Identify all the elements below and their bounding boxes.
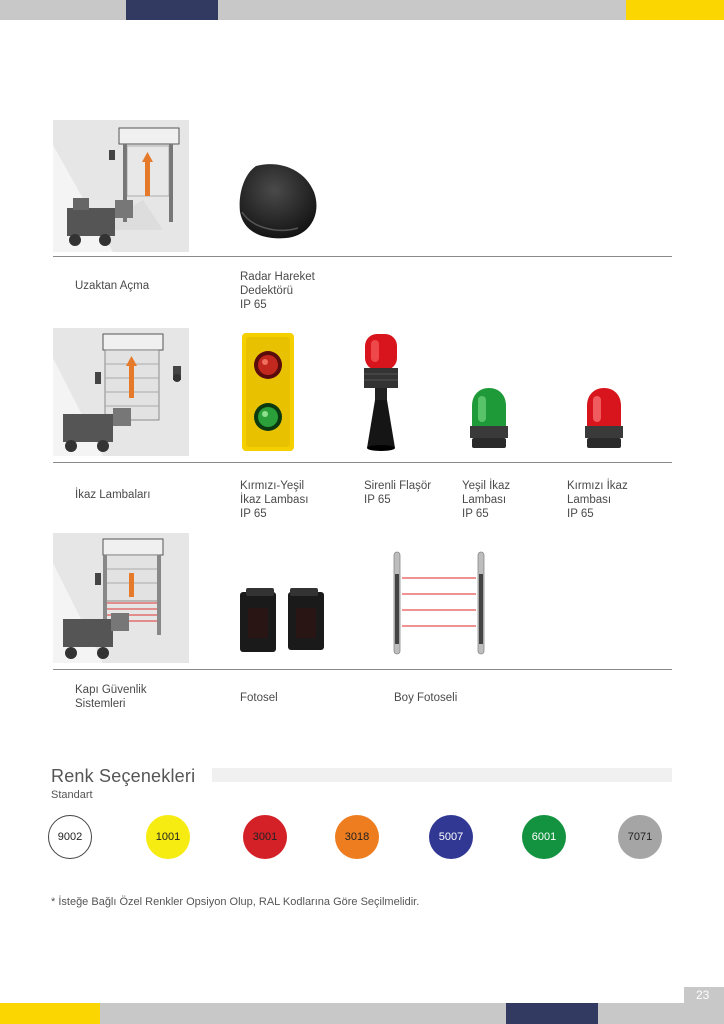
- row-divider: [53, 669, 672, 670]
- bottom-bar-gray-right: [598, 1003, 724, 1024]
- light-curtain-icon: [390, 550, 490, 661]
- bottom-bar-yellow: [0, 1003, 100, 1024]
- radar-detector-icon: [238, 162, 322, 247]
- bottom-bar-navy: [506, 1003, 598, 1024]
- color-swatch-7071: 7071: [618, 815, 662, 859]
- siren-flasher-label: Sirenli Flaşör IP 65: [364, 480, 432, 506]
- remote-opening-illustration: [53, 120, 189, 252]
- traffic-light-icon: [240, 333, 296, 456]
- color-swatch-5007: 5007: [429, 815, 473, 859]
- warning-lights-illustration: [53, 328, 189, 456]
- light-curtain-label: Boy Fotoseli: [394, 692, 458, 704]
- door-safety-illustration: [53, 533, 189, 663]
- top-bar-gray: [218, 0, 626, 20]
- red-warning-light-label: Kırmızı İkaz Lambası IP 65: [567, 480, 628, 520]
- photocell-icon: [240, 588, 326, 659]
- page-number: 23: [696, 988, 710, 1002]
- color-options-subtitle: Standart: [51, 789, 93, 801]
- color-swatch-3018: 3018: [335, 815, 379, 859]
- title-underline-bar: [212, 768, 672, 782]
- radar-detector-label: Radar Hareket Dedektörü IP 65: [240, 271, 315, 311]
- warning-lights-label: İkaz Lambaları: [75, 489, 151, 501]
- photocell-label: Fotosel: [240, 692, 278, 704]
- top-bar-navy: [126, 0, 218, 20]
- row-divider: [53, 256, 672, 257]
- footnote: * İsteğe Bağlı Özel Renkler Opsiyon Olup, RAL Kodlarına Göre Seçilmelidir.: [51, 896, 420, 908]
- remote-opening-label: Uzaktan Açma: [75, 280, 150, 292]
- color-swatch-1001: 1001: [146, 815, 190, 859]
- color-swatch-6001: 6001: [522, 815, 566, 859]
- bottom-bar-gray: [100, 1003, 506, 1024]
- red-beacon-icon: [581, 388, 627, 455]
- top-bar-yellow: [626, 0, 724, 20]
- door-safety-label: Kapı Güvenlik Sistemleri: [75, 684, 147, 710]
- color-options-title: Renk Seçenekleri: [51, 766, 196, 786]
- siren-flasher-icon: [361, 334, 401, 457]
- row-divider: [53, 462, 672, 463]
- color-swatch-9002: 9002: [48, 815, 92, 859]
- green-beacon-icon: [466, 388, 512, 455]
- green-warning-light-label: Yeşil İkaz Lambası IP 65: [462, 480, 511, 520]
- color-swatch-3001: 3001: [243, 815, 287, 859]
- top-bar-gray-left: [0, 0, 126, 20]
- red-green-light-label: Kırmızı-Yeşil İkaz Lambası IP 65: [240, 480, 309, 520]
